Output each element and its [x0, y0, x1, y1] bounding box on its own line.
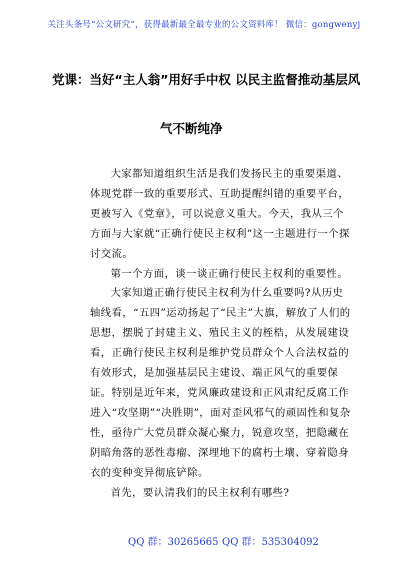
document-title-line1: 党课：当好“主人翁”用好手中权 以民主监督推动基层风	[52, 72, 361, 87]
footer-qq-group-2: QQ 群：535304092	[222, 537, 319, 548]
header-banner: 关注头条号“公文研究”，获得最新最全最专业的公文资料库！ 微信：gongwenyj	[47, 20, 361, 30]
document-body	[90, 165, 352, 503]
paragraph: 大家知道正确行使民主权利为什么重要吗?从历史轴线看，“五四”运动扬起了“民主”大旗，解放了人们的思想，摆脱了封建主义、殖民主义的桎梏，从发展建设看，正确行使民主权利是维护党员群众个人合法权益的有效形式，是加强基层民主建设、端正风气的重要保证。特别是近年来，党风廉政建设和正风肃纪反腐工作进入“攻坚期”“决胜期”，面对歪风邪气的顽固性和复杂性，亟待广大党员群众凝心聚力，锐意攻坚，把隐藏在阴暗角落的恶性毒瘤、深埋地下的腐朽土壤、穿着隐身衣的变种变异彻底铲除。	[90, 287, 351, 479]
footer-qq-group-1: QQ 群：30265665	[128, 537, 219, 548]
paragraph: 第一个方面，谈一谈正确行使民主权利的重要性。	[110, 267, 349, 280]
paragraph: 首先，要认清我们的民主权利有哪些?	[110, 486, 290, 499]
document-title-line2: 气不断纯净	[160, 121, 223, 136]
paragraph: 大家都知道组织生活是我们发扬民主的重要渠道、体现党群一致的重要形式、互助提醒纠错的重要平台，更被写入《党章》，可以说意义重大。今天，我从三个方面与大家就“正确行使民主权利”这一主题进行一个探讨交流。	[90, 168, 350, 260]
